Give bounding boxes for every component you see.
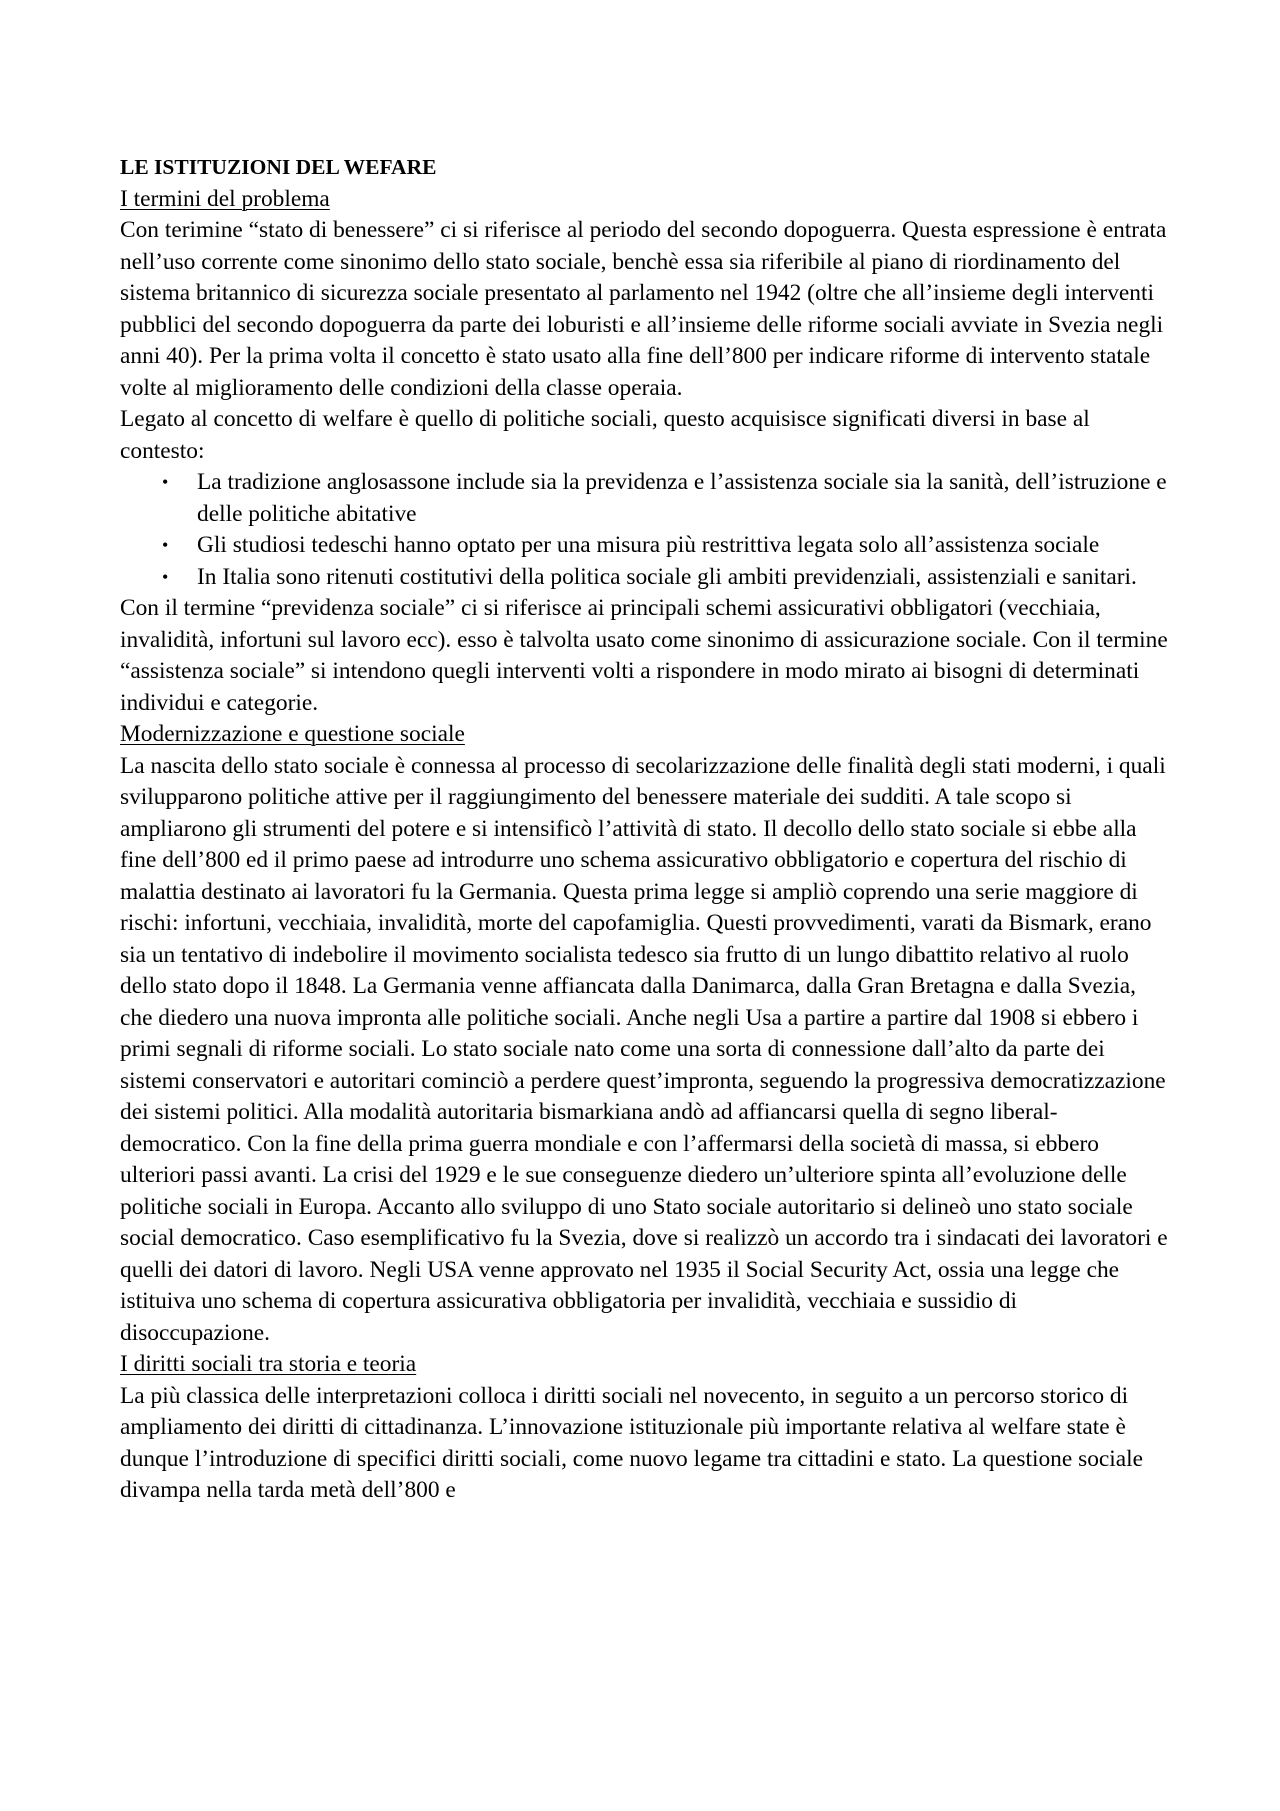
bullet-icon: • [162, 535, 169, 555]
paragraph: Con il termine “previdenza sociale” ci si riferisce ai principali schemi assicurativi obbligatori (vecchiaia, invalidità, infortuni sul lavoro ecc). esso è talvolta usato come sinonimo di assicurazione sociale. Con il termine “assistenza sociale” si intendono quegli interventi volti a rispondere in modo mirato ai bisogni di determinati individui e categorie. [120, 595, 1168, 716]
paragraph: La nascita dello stato sociale è connessa al processo di secolarizzazione delle finalità degli stati moderni, i quali svilupparono politiche attive per il raggiungimento del benessere materiale dei sudditi. A tale scopo si ampliarono gli strumenti del potere e si intensificò l’attività di stato. Il decollo dello stato sociale si ebbe alla fine dell’800 ed il primo paese ad introdurre uno schema assicurativo obbligatorio e copertura del rischio di malattia destinato ai lavoratori fu la Germania. Questa prima legge si ampliò coprendo una serie maggiore di rischi: infortuni, vecchiaia, invalidità, morte del capofamiglia. Questi provvedimenti, varati da Bismark, erano sia un tentativo di indebolire il movimento socialista tedesco sia frutto di un lungo dibattito relativo al ruolo dello stato dopo il 1848. La Germania venne affiancata dalla Danimarca, dalla Gran Bretagna e dalla Svezia, che diedero una nuova impronta alle politiche sociali. Anche negli Usa a partire a partire dal 1908 si ebbero i primi segnali di riforme sociali. Lo stato sociale nato come una sorta di connessione dall’alto da parte dei sistemi conservatori e autoritari cominciò a perdere quest’impronta, seguendo la progressiva democratizzazione dei sistemi politici. Alla modalità autoritaria bismarkiana andò ad affiancarsi quella di segno liberal-democratico. Con la fine della prima guerra mondiale e con l’affermarsi della società di massa, si ebbero ulteriori passi avanti. La crisi del 1929 e le sue conseguenze diedero un’ulteriore spinta all’evoluzione delle politiche sociali in Europa. Accanto allo sviluppo di uno Stato sociale autoritario si delineò uno stato sociale social democratico. Caso esemplificativo fu la Svezia, dove si realizzò un accordo tra i sindacati dei lavoratori e quelli dei datori di lavoro. Negli USA venne approvato nel 1935 il Social Security Act, ossia una legge che istituiva uno schema di copertura assicurativa obbligatoria per invalidità, vecchiaia e sussidio di disoccupazione. [120, 752, 1168, 1346]
paragraph: Con terimine “stato di benessere” ci si riferisce al periodo del secondo dopoguerra. Questa espressione è entrata nell’uso corrente come sinonimo dello stato sociale, benchè essa sia riferibile al piano di riordinamento del sistema britannico di sicurezza sociale presentato al parlamento nel 1942 (oltre che all’insieme degli interventi pubblici del secondo dopoguerra da parte dei loburisti e all’insieme delle riforme sociali avviate in Svezia negli anni 40). Per la prima volta il concetto è stato usato alla fine dell’800 per indicare riforme di intervento statale volte al miglioramento delle condizioni della classe operaia. [120, 217, 1167, 401]
document-body [120, 152, 1170, 1507]
list-item-text: La tradizione anglosassone include sia la previdenza e l’assistenza sociale sia la sanità, dell’istruzione e delle politiche abitative [197, 469, 1167, 527]
list-item [120, 467, 1170, 530]
document-title: LE ISTITUZIONI DEL WEFARE [120, 155, 437, 179]
bullet-list [120, 467, 1170, 593]
section-heading-termini: I termini del problema [120, 185, 330, 212]
list-item-text: In Italia sono ritenuti costitutivi della politica sociale gli ambiti previdenziali, assistenziali e sanitari. [197, 563, 1137, 590]
bullet-icon: • [162, 566, 169, 587]
list-item [120, 530, 1170, 562]
paragraph: Legato al concetto di welfare è quello di politiche sociali, questo acquisisce significati diversi in base al contesto: [120, 406, 1090, 464]
list-item-text: Gli studiosi tedeschi hanno optato per una misura più restrittiva legata solo all’assistenza sociale [197, 532, 1100, 558]
section-heading-modernizzazione: Modernizzazione e questione sociale [120, 721, 465, 747]
section-heading-diritti-sociali: I diritti sociali tra storia e teoria [120, 1351, 417, 1377]
list-item [120, 562, 1170, 594]
paragraph: La più classica delle interpretazioni colloca i diritti sociali nel novecento, in seguito a un percorso storico di ampliamento dei diritti di cittadinanza. L’innovazione istituzionale più importante relativa al welfare state è dunque l’introduzione di specifici diritti sociali, come nuovo legame tra cittadini e stato. La questione sociale divampa nella tarda metà dell’800 e [120, 1382, 1144, 1503]
bullet-icon: • [162, 472, 169, 492]
